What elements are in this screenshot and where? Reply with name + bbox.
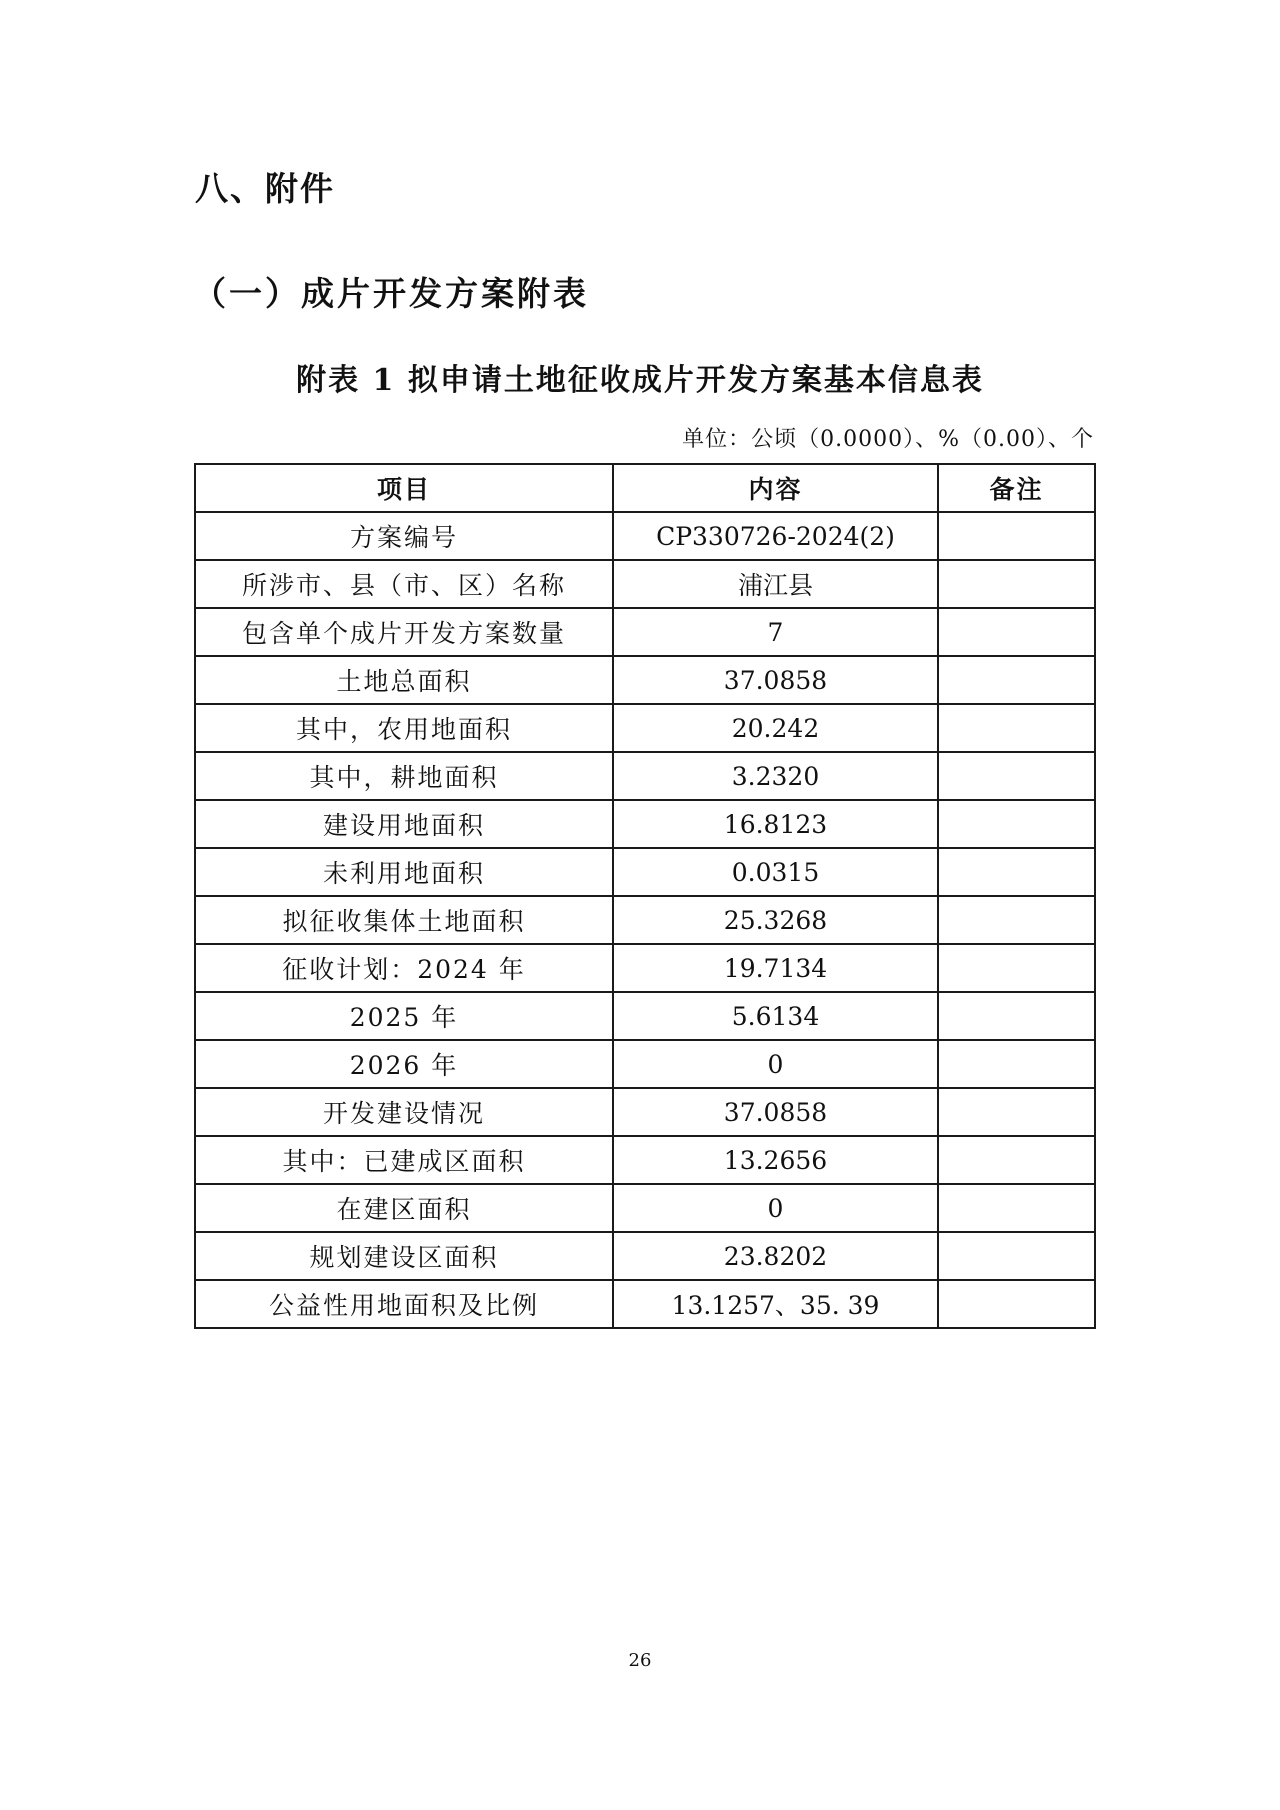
cell-item: 其中：已建成区面积 bbox=[195, 1136, 613, 1184]
table-row bbox=[195, 1136, 1095, 1184]
cell-content: 13.2656 bbox=[613, 1136, 938, 1184]
cell-item: 2026 年 bbox=[195, 1040, 613, 1088]
cell-note bbox=[938, 800, 1095, 848]
table-row bbox=[195, 1184, 1095, 1232]
table-row bbox=[195, 800, 1095, 848]
table-header-row bbox=[195, 464, 1095, 512]
section-title: 八、附件 bbox=[195, 169, 335, 208]
cell-item: 其中，农用地面积 bbox=[195, 704, 613, 752]
header-item: 项目 bbox=[195, 464, 613, 512]
cell-note bbox=[938, 512, 1095, 560]
table-row bbox=[195, 896, 1095, 944]
cell-note bbox=[938, 1280, 1095, 1328]
cell-content: 3.2320 bbox=[613, 752, 938, 800]
cell-note bbox=[938, 944, 1095, 992]
cell-item: 建设用地面积 bbox=[195, 800, 613, 848]
cell-note bbox=[938, 1088, 1095, 1136]
table-row bbox=[195, 992, 1095, 1040]
cell-content: 19.7134 bbox=[613, 944, 938, 992]
cell-note bbox=[938, 704, 1095, 752]
cell-note bbox=[938, 896, 1095, 944]
cell-note bbox=[938, 752, 1095, 800]
cell-content: 37.0858 bbox=[613, 656, 938, 704]
cell-content: 37.0858 bbox=[613, 1088, 938, 1136]
cell-item: 开发建设情况 bbox=[195, 1088, 613, 1136]
cell-item: 公益性用地面积及比例 bbox=[195, 1280, 613, 1328]
cell-content: 0 bbox=[613, 1184, 938, 1232]
cell-item: 土地总面积 bbox=[195, 656, 613, 704]
cell-content: 7 bbox=[613, 608, 938, 656]
table-row bbox=[195, 560, 1095, 608]
cell-note bbox=[938, 560, 1095, 608]
table-row bbox=[195, 1040, 1095, 1088]
table-row bbox=[195, 944, 1095, 992]
cell-item: 未利用地面积 bbox=[195, 848, 613, 896]
cell-note bbox=[938, 1232, 1095, 1280]
table-row bbox=[195, 608, 1095, 656]
cell-content: 浦江县 bbox=[613, 560, 938, 608]
cell-item: 2025 年 bbox=[195, 992, 613, 1040]
cell-item: 其中，耕地面积 bbox=[195, 752, 613, 800]
cell-content: CP330726-2024(2) bbox=[613, 512, 938, 560]
cell-note bbox=[938, 992, 1095, 1040]
cell-item: 包含单个成片开发方案数量 bbox=[195, 608, 613, 656]
cell-content: 16.8123 bbox=[613, 800, 938, 848]
cell-note bbox=[938, 1136, 1095, 1184]
cell-note bbox=[938, 848, 1095, 896]
cell-content: 20.242 bbox=[613, 704, 938, 752]
table-row bbox=[195, 656, 1095, 704]
table-row bbox=[195, 704, 1095, 752]
page-number: 26 bbox=[628, 1650, 652, 1671]
table-body bbox=[195, 512, 1095, 1328]
cell-note bbox=[938, 1040, 1095, 1088]
info-table bbox=[194, 463, 1096, 1329]
cell-content: 0.0315 bbox=[613, 848, 938, 896]
table-row bbox=[195, 1088, 1095, 1136]
subsection-title: （一）成片开发方案附表 bbox=[193, 274, 589, 313]
cell-item: 征收计划：2024 年 bbox=[195, 944, 613, 992]
header-content: 内容 bbox=[613, 464, 938, 512]
table-row bbox=[195, 1232, 1095, 1280]
table-row bbox=[195, 512, 1095, 560]
table-title: 附表 1 拟申请土地征收成片开发方案基本信息表 bbox=[296, 363, 984, 398]
cell-item: 方案编号 bbox=[195, 512, 613, 560]
cell-content: 23.8202 bbox=[613, 1232, 938, 1280]
cell-item: 在建区面积 bbox=[195, 1184, 613, 1232]
cell-content: 0 bbox=[613, 1040, 938, 1088]
cell-item: 规划建设区面积 bbox=[195, 1232, 613, 1280]
header-note: 备注 bbox=[938, 464, 1095, 512]
cell-content: 25.3268 bbox=[613, 896, 938, 944]
table-row bbox=[195, 752, 1095, 800]
cell-note bbox=[938, 656, 1095, 704]
cell-item: 所涉市、县（市、区）名称 bbox=[195, 560, 613, 608]
cell-note bbox=[938, 1184, 1095, 1232]
cell-content: 13.1257、35. 39 bbox=[613, 1280, 938, 1328]
cell-content: 5.6134 bbox=[613, 992, 938, 1040]
table-row bbox=[195, 1280, 1095, 1328]
table-row bbox=[195, 848, 1095, 896]
cell-item: 拟征收集体土地面积 bbox=[195, 896, 613, 944]
cell-note bbox=[938, 608, 1095, 656]
unit-note: 单位：公顷（0.0000）、%（0.00）、个 bbox=[682, 427, 1094, 452]
